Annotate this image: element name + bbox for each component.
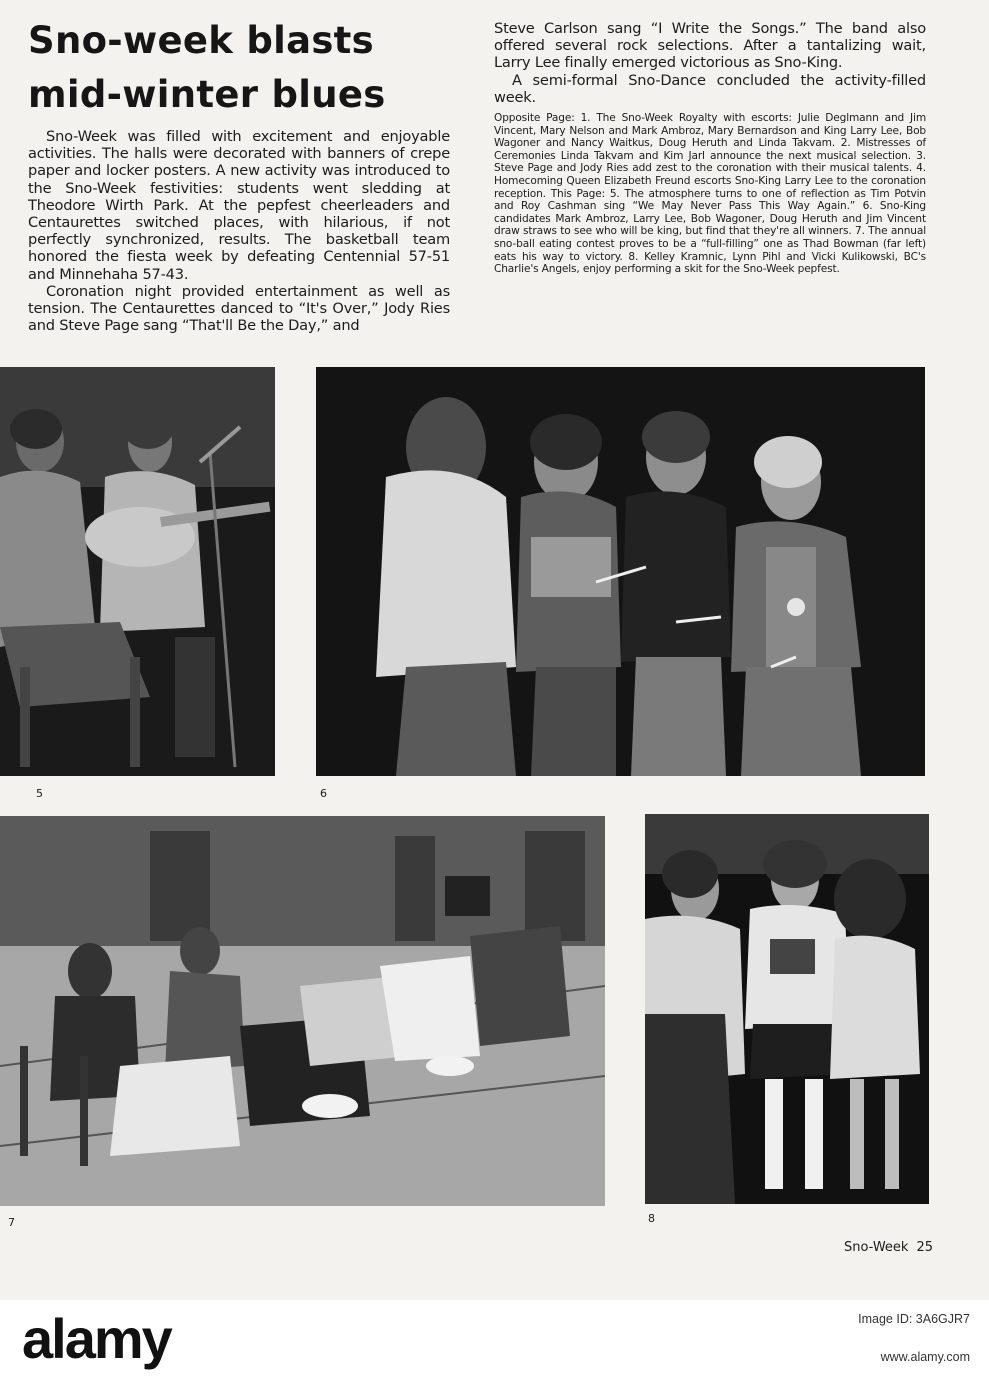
photo-6-illustration xyxy=(316,367,925,776)
photo-number: 5 xyxy=(36,787,43,800)
page-folio xyxy=(844,1240,933,1255)
folio-section: Sno-Week xyxy=(843,1240,909,1255)
svg-text:alamy: alamy xyxy=(22,1307,171,1370)
image-id-label: Image ID: 3A6GJR7 xyxy=(858,1312,970,1326)
alamy-logo xyxy=(18,1304,258,1376)
photo-7-illustration xyxy=(0,816,605,1206)
article-headline xyxy=(28,14,468,122)
photo-number: 8 xyxy=(648,1212,655,1225)
photo-8-skit xyxy=(645,814,929,1204)
photo-5-illustration xyxy=(0,367,275,776)
photo-5-singers xyxy=(0,367,275,776)
headline-line-2: mid-winter blues xyxy=(28,73,386,116)
body-paragraph: Coronation night provided entertainment as well as tension. The Centaurettes danced to “It's Over,” Jody Ries and Steve Page sang “That'll Be the Day,” and xyxy=(28,282,450,335)
photo-6-candidates xyxy=(316,367,925,776)
photo-7-eating-contest xyxy=(0,816,605,1206)
body-paragraph: Sno-Week was filled with excitement and enjoyable activities. The halls were decorated with banners of crepe paper and locker posters. A new activity was introduced to the Sno-Week festivities: students went sledding at Theodore Wirth Park. At the pepfest cheerleaders and Centaurettes switched places, with hilarious, if not perfectly synchronized, results. The basketball team honored the fiesta week by defeating Centennial 57-51 and Minnehaha 57-43. xyxy=(28,128,450,283)
photo-8-illustration xyxy=(645,814,929,1204)
photo-number: 6 xyxy=(320,787,327,800)
body-column-right xyxy=(494,20,926,106)
photo-number: 7 xyxy=(8,1216,15,1229)
photo-captions: Opposite Page: 1. The Sno-Week Royalty with escorts: Julie Deglmann and Jim Vincent, Mary Nelson and Mark Ambroz, Mary Bernardson and King Larry Lee, Bob Wagoner and Nancy Waitkus, Doug Heruth and Linda Takvam. 2. Mistresses of Ceremonies Linda Takvam and Kim Jarl announce the next musical selection. 3. Steve Page and Jody Ries add zest to the coronation with their musical talents. 4. Homecoming Queen Elizabeth Freund escorts Sno-King Larry Lee to the coronation reception. This Page: 5. The atmosphere turns to one of reflection as Tim Potvin and Roy Cashman sing “We May Never Pass This Way Again.” 6. Sno-King candidates Mark Ambroz, Larry Lee, Bob Wagoner, Doug Heruth and Jim Vincent draw straws to see who will be king, but find that they're all winners. 7. The annual sno-ball eating contest proves to be a “full-filling” one as Thad Bowman (far left) eats his way to victory. 8. Kelley Kramnic, Lynn Pihl and Vicki Kulikowski, BC's Charlie's Angels, enjoy performing a skit for the Sno-Week pepfest. xyxy=(494,112,926,276)
folio-page-number: 25 xyxy=(916,1240,933,1255)
body-paragraph: Steve Carlson sang “I Write the Songs.” The band also offered several rock selections. After a tantalizing wait, Larry Lee finally emerged victorious as Sno-King. xyxy=(494,20,926,72)
watermark-url: www.alamy.com xyxy=(880,1350,970,1364)
headline-line-1: Sno-week blasts xyxy=(28,19,374,62)
body-column-left xyxy=(28,128,450,334)
body-paragraph: A semi-formal Sno-Dance concluded the activity-filled week. xyxy=(494,71,926,106)
